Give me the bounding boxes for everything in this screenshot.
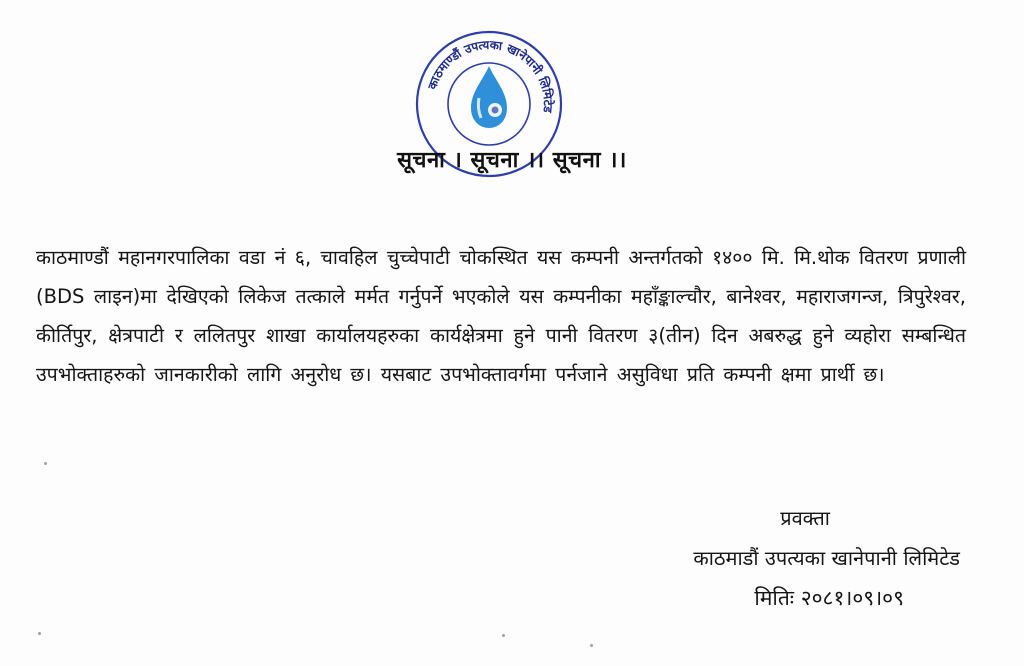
- notice-body: काठमाण्डौं महानगरपालिका वडा नं ६, चावहिल चुच्चेपाटी चोकस्थित यस कम्पनी अन्तर्गतको १४०० मि. मि.थोक वितरण प्रणाली (BDS लाइन)मा देखिएको लिकेज तत्काले मर्मत गर्नुपर्ने भएकोले यस कम्पनीका महाँङ्काल्चौर, बानेश्वर, महाराजगन्ज, त्रिपुरेश्वर, कीर्तिपुर, क्षेत्रपाटी र ललितपुर शाखा कार्यालयहरुका कार्यक्षेत्रमा हुने पानी वितरण ३(तीन) दिन अबरुद्ध हुने व्यहोरा सम्बन्धित उपभोक्ताहरुको जानकारीको लागि अनुरोध छ। यसबाट उपभोक्तावर्गमा पर्नजाने असुविधा प्रति कम्पनी क्षमा प्रार्थी छ।: [36, 246, 966, 386]
- paper-speck: [38, 632, 41, 635]
- paper-speck: [44, 462, 47, 465]
- paper-speck: [590, 644, 593, 647]
- notice-date: मितिः २०८१।०९।०९: [754, 586, 904, 610]
- notice-heading: सूचना । सूचना ।। सूचना ।।: [397, 148, 627, 173]
- signature-block: [600, 498, 960, 618]
- signatory-title: प्रवक्ता: [780, 506, 830, 530]
- paper-speck: [502, 634, 505, 637]
- seal-ring-text: काठमाण्डौं उपत्यका खानेपानी लिमिटेड: [425, 37, 556, 114]
- signatory-organization: काठमाडौं उपत्यका खानेपानी लिमिटेड: [693, 546, 960, 570]
